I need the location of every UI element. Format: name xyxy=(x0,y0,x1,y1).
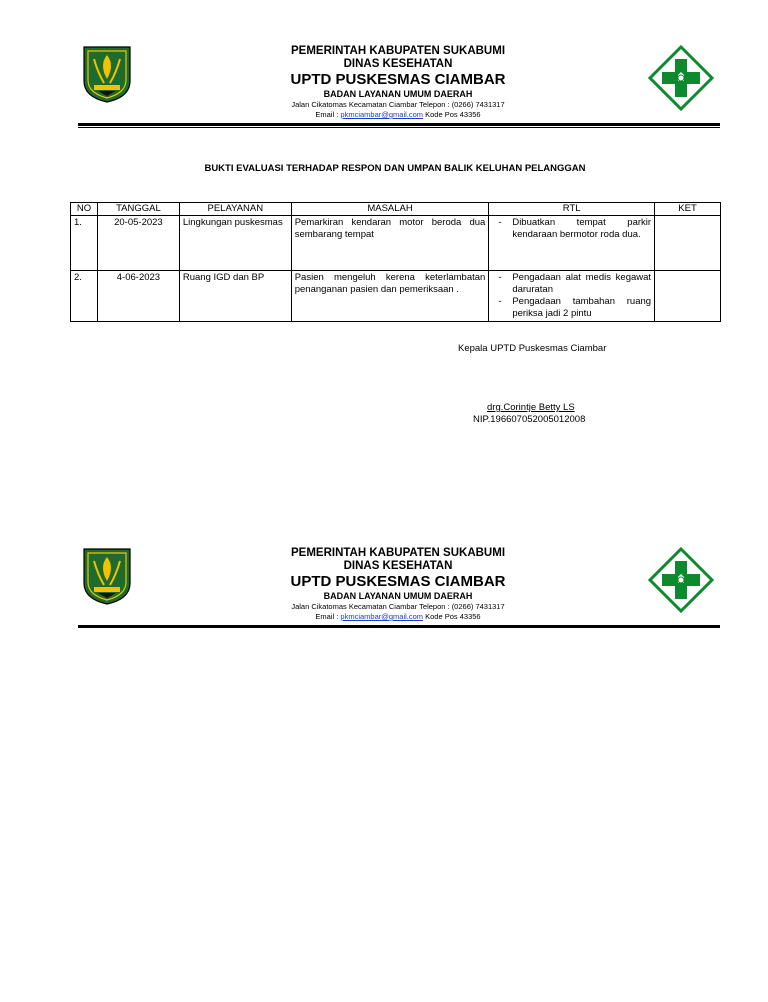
address-line: Jalan Cikatomas Kecamatan Ciambar Telepon : (0266) 7431317 xyxy=(291,602,505,611)
puskesmas-cross-icon xyxy=(648,547,714,613)
rtl-item: - Dibuatkan tempat parkir kendaraan bermotor roda dua. xyxy=(512,217,651,241)
institution-name: UPTD PUSKESMAS CIAMBAR xyxy=(290,71,506,88)
institution-subtitle: BADAN LAYANAN UMUM DAERAH xyxy=(323,89,473,99)
department-name: DINAS KESEHATAN xyxy=(343,58,453,70)
cell-rtl xyxy=(489,271,655,322)
letterhead-top xyxy=(78,45,720,135)
email-link[interactable]: pkmciambar@gmail.com xyxy=(340,612,424,621)
document-title: BUKTI EVALUASI TERHADAP RESPON DAN UMPAN BALIK KELUHAN PELANGGAN xyxy=(204,163,586,174)
cell-no: 1. xyxy=(71,216,98,271)
col-header-pelayanan: PELAYANAN xyxy=(179,203,291,216)
col-header-rtl: RTL xyxy=(489,203,655,216)
sukabumi-emblem-icon xyxy=(82,547,132,605)
col-header-masalah: MASALAH xyxy=(291,203,489,216)
sukabumi-emblem-icon xyxy=(82,45,132,103)
header-rule xyxy=(78,123,720,126)
cell-pelayanan: Lingkungan puskesmas xyxy=(179,216,291,271)
header-rule xyxy=(78,625,720,628)
col-header-tanggal: TANGGAL xyxy=(97,203,179,216)
table-row xyxy=(71,271,721,322)
cell-masalah: Pasien mengeluh kerena keterlambatan penanganan pasien dan pemeriksaan . xyxy=(291,271,489,322)
department-name: DINAS KESEHATAN xyxy=(343,560,453,572)
institution-subtitle: BADAN LAYANAN UMUM DAERAH xyxy=(323,591,473,601)
evaluation-table xyxy=(70,202,721,322)
signer-position: Kepala UPTD Puskesmas Ciambar xyxy=(458,343,607,354)
contact-line: Email : pkmciambar@gmail.com Kode Pos 43356 xyxy=(315,110,481,119)
gov-name: PEMERINTAH KABUPATEN SUKABUMI xyxy=(290,547,506,559)
cell-rtl xyxy=(489,216,655,271)
contact-line: Email : pkmciambar@gmail.com Kode Pos 43356 xyxy=(315,612,481,621)
col-header-no: NO xyxy=(71,203,98,216)
cell-masalah: Pemarkiran kendaran motor beroda dua sembarang tempat xyxy=(291,216,489,271)
cell-ket xyxy=(655,271,721,322)
institution-name: UPTD PUSKESMAS CIAMBAR xyxy=(290,573,506,590)
puskesmas-cross-icon xyxy=(648,45,714,111)
header-rule-thin xyxy=(78,127,720,128)
gov-name: PEMERINTAH KABUPATEN SUKABUMI xyxy=(290,45,506,57)
table-row xyxy=(71,216,721,271)
cell-pelayanan: Ruang IGD dan BP xyxy=(179,271,291,322)
signer-nip: NIP.196607052005012008 xyxy=(473,414,586,425)
cell-tanggal: 4-06-2023 xyxy=(97,271,179,322)
signer-name: drg.Corintje Betty LS xyxy=(487,402,575,413)
letterhead-bottom xyxy=(78,547,720,637)
col-header-ket: KET xyxy=(655,203,721,216)
cell-no: 2. xyxy=(71,271,98,322)
rtl-item: - Pengadaan tambahan ruang periksa jadi 2 pintu xyxy=(512,296,651,320)
cell-ket xyxy=(655,216,721,271)
cell-tanggal: 20-05-2023 xyxy=(97,216,179,271)
rtl-item: - Pengadaan alat medis kegawat daruratan xyxy=(512,272,651,296)
email-link[interactable]: pkmciambar@gmail.com xyxy=(340,110,424,119)
table-header-row xyxy=(71,203,721,216)
address-line: Jalan Cikatomas Kecamatan Ciambar Telepon : (0266) 7431317 xyxy=(291,100,505,109)
